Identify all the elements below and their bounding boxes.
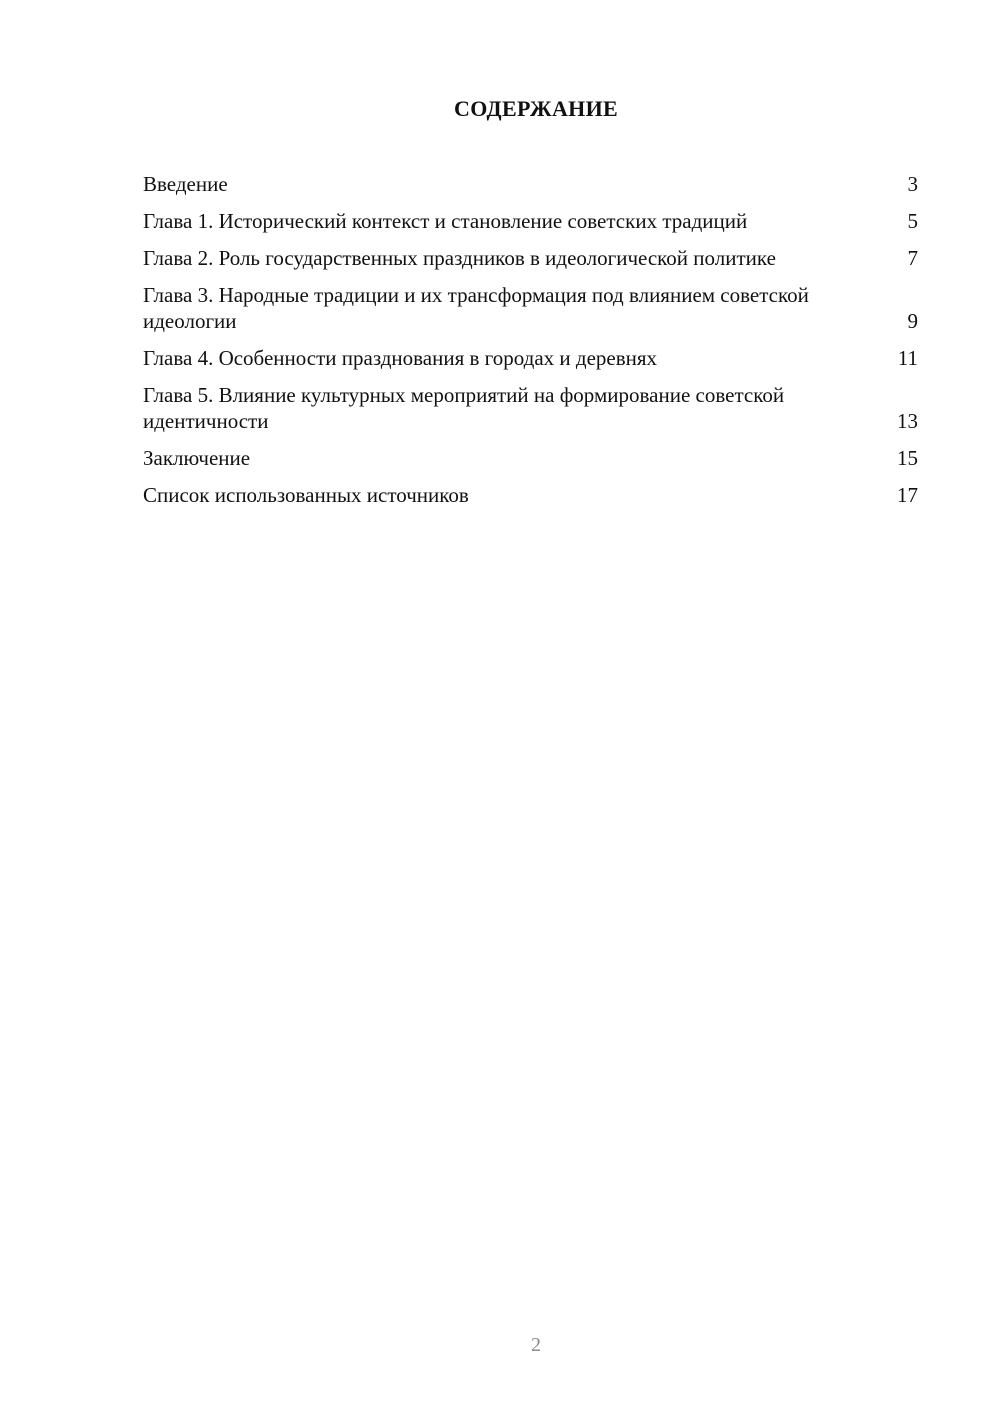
toc-entry-chapter-2	[143, 245, 918, 271]
toc-entry-conclusion	[143, 445, 918, 471]
toc-entry-label: Глава 1. Исторический контекст и становление советских традиций	[143, 209, 748, 233]
toc-entry-label: Список использованных источников	[143, 483, 469, 507]
toc-entry-label: Глава 3. Народные традиции и их трансформация под влиянием советской идеологии	[143, 283, 809, 333]
toc-entry-label: Глава 4. Особенности празднования в городах и деревнях	[143, 346, 658, 370]
toc-entry-chapter-3	[143, 282, 918, 334]
toc-entry-label: Глава 2. Роль государственных праздников в идеологической политике	[143, 246, 776, 270]
toc-entry-label: Глава 5. Влияние культурных мероприятий на формирование советской идентичности	[143, 383, 785, 433]
toc-entry-page: 15	[897, 446, 918, 470]
toc-entry-page: 13	[897, 409, 918, 433]
toc-entry-chapter-4	[143, 345, 918, 371]
table-of-contents	[143, 171, 918, 519]
toc-entry-page: 11	[897, 346, 918, 370]
page-number: 2	[531, 1334, 541, 1356]
toc-entry-page: 5	[907, 209, 918, 233]
toc-entry-chapter-5	[143, 382, 918, 434]
toc-entry-label: Заключение	[143, 446, 251, 470]
toc-entry-page: 9	[907, 309, 918, 333]
toc-entry-page: 3	[907, 172, 918, 196]
page-title: СОДЕРЖАНИЕ	[454, 96, 618, 121]
toc-entry-page: 7	[907, 246, 918, 270]
toc-entry-chapter-1	[143, 208, 918, 234]
toc-entry-introduction	[143, 171, 918, 197]
toc-entry-page: 17	[897, 483, 918, 507]
toc-entry-references	[143, 482, 918, 508]
toc-entry-label: Введение	[143, 172, 228, 196]
